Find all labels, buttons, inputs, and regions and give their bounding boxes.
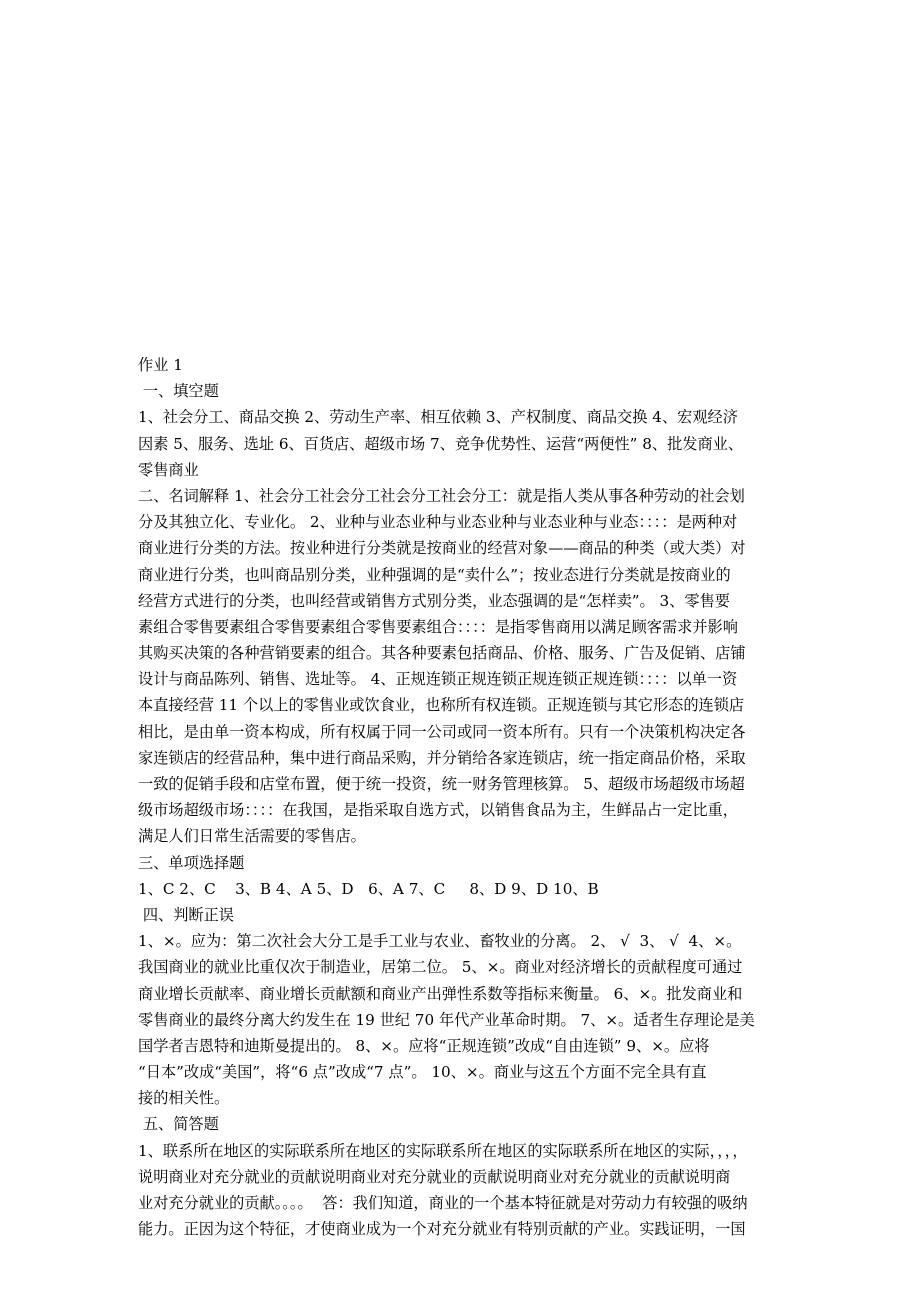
text-line: 其购买决策的各种营销要素的组合。其各种要素包括商品、价格、服务、广告及促销、店铺 xyxy=(138,644,746,663)
text-line: 分及其独立化、专业化。 2、业种与业态业种与业态业种与业态业种与业态：：：：是两种对 xyxy=(138,513,738,532)
text-line: 设计与商品陈列、销售、选址等。 4、正规连锁正规连锁正规连锁正规连锁：：：：以单一资 xyxy=(138,670,738,689)
text-line: 1、社会分工、商品交换 2、劳动生产率、相互依赖 3、产权制度、商品交换 4、宏观经济 xyxy=(138,408,738,427)
text-line: 相比，是由单一资本构成，所有权属于同一公司或同一资本所有。只有一个决策机构决定各 xyxy=(138,722,746,741)
text-line: 说明商业对充分就业的贡献说明商业对充分就业的贡献说明商业对充分就业的贡献说明商 xyxy=(138,1167,731,1186)
text-line: 1、C 2、C 3、B 4、A 5、D 6、A 7、C 8、D 9、D 10、B xyxy=(138,879,599,898)
text-line: 接的相关性。 xyxy=(138,1089,230,1108)
text-line: 1、联系所在地区的实际联系所在地区的实际联系所在地区的实际联系所在地区的实际，，，， xyxy=(138,1141,748,1160)
text-line: 一、填空题 xyxy=(138,382,219,401)
text-line: 作业 1 xyxy=(138,356,183,374)
text-line: 我国商业的就业比重仅次于制造业，居第二位。 5、×。商业对经济增长的贡献程度可通过 xyxy=(138,958,743,977)
document-text xyxy=(138,352,798,1242)
text-line: 级市场超级市场：：：：在我国，是指采取自选方式，以销售食品为主，生鲜品占一定比重， xyxy=(138,801,738,820)
text-line: 能力。正因为这个特征，才使商业成为一个对充分就业有特别贡献的产业。实践证明，一国 xyxy=(138,1220,746,1239)
text-line: “日本”改成“美国”，将“6 点”改成“7 点”。 10、×。商业与这五个方面不完全具有直 xyxy=(138,1063,707,1082)
text-line: 满足人们日常生活需要的零售店。 xyxy=(138,827,366,846)
text-line: 国学者吉恩特和迪斯曼提出的。 8、×。应将“正规连锁”改成“自由连锁” 9、×。应将 xyxy=(138,1036,710,1055)
text-line: 商业增长贡献率、商业增长贡献额和商业产出弹性系数等指标来衡量。 6、×。批发商业和 xyxy=(138,984,743,1003)
text-line: 业对充分就业的贡献。。。。 答：我们知道，商业的一个基本特征就是对劳动力有较强的吸纳 xyxy=(138,1194,748,1212)
text-line: 家连锁店的经营品种，集中进行商品采购，并分销给各家连锁店，统一指定商品价格，采取 xyxy=(138,748,746,767)
text-line: 一致的促销手段和店堂布置，便于统一投资，统一财务管理核算。 5、超级市场超级市场超 xyxy=(138,775,745,793)
text-line: 1、×。应为：第二次社会大分工是手工业与农业、畜牧业的分离。 2、 √ 3、 √ 4、×。 xyxy=(138,932,742,951)
text-line: 商业进行分类，也叫商品别分类，业种强调的是“卖什么”；按业态进行分类就是按商业的 xyxy=(138,565,731,584)
text-line: 二、名词解释 1、社会分工社会分工社会分工社会分工：就是指人类从事各种劳动的社会划 xyxy=(138,486,745,505)
text-line: 商业进行分类的方法。按业种进行分类就是按商业的经营对象——商品的种类（或大类）对 xyxy=(138,539,746,558)
text-line: 零售商业 xyxy=(138,460,199,479)
text-line: 素组合零售要素组合零售要素组合零售要素组合：：：：是指零售商用以满足顾客需求并影响 xyxy=(138,617,738,636)
text-line: 因素 5、服务、选址 6、百货店、超级市场 7、竞争优势性、运营“两便性” 8、批发商业、 xyxy=(138,434,744,453)
text-line: 本直接经营 11 个以上的零售业或饮食业，也称所有权连锁。正规连锁与其它形态的连锁店 xyxy=(138,696,745,715)
text-line: 五、简答题 xyxy=(138,1115,219,1134)
text-line: 四、判断正误 xyxy=(138,905,234,924)
text-line: 三、单项选择题 xyxy=(138,853,245,872)
text-line: 经营方式进行的分类，也叫经营或销售方式别分类，业态强调的是“怎样卖”。 3、零售要 xyxy=(138,591,730,610)
text-line: 零售商业的最终分离大约发生在 19 世纪 70 年代产业革命时期。 7、×。适者生存理论是美 xyxy=(138,1010,755,1029)
